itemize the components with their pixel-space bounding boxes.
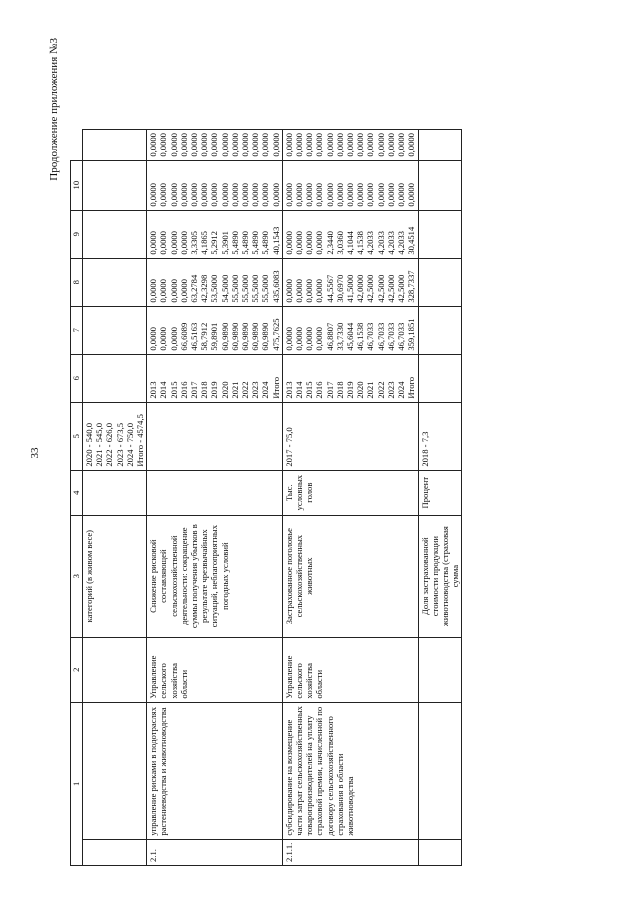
cell-c11 bbox=[83, 129, 147, 160]
cell-c7 bbox=[147, 306, 283, 354]
value-line: 60,9890 bbox=[250, 322, 261, 351]
value-line: 0,0000 bbox=[324, 132, 335, 157]
value-line: 55,5000 bbox=[240, 274, 251, 303]
header-cell-6: 6 bbox=[71, 354, 83, 402]
value-line: 0,0000 bbox=[229, 132, 240, 157]
value-line: 42,5000 bbox=[385, 274, 396, 303]
value-line: 2014 bbox=[158, 380, 169, 399]
value-line: 2019 bbox=[345, 380, 356, 399]
header-cell-5: 5 bbox=[71, 402, 83, 470]
value-line: 0,0000 bbox=[158, 326, 169, 351]
value-line: 4,1044 bbox=[345, 230, 356, 255]
value-line: 0,0000 bbox=[178, 230, 189, 255]
value-line: 0,0000 bbox=[365, 132, 376, 157]
value-line: 0,0000 bbox=[385, 182, 396, 207]
value-line: 0,0000 bbox=[283, 278, 294, 303]
program-table bbox=[70, 129, 462, 866]
header-row bbox=[71, 129, 83, 865]
cell-name: управление рисками в подотраслях растениеводства и животноводства bbox=[147, 702, 283, 839]
value-line: 0,0000 bbox=[219, 182, 230, 207]
header-cell-3: 3 bbox=[71, 515, 83, 637]
cell-c9 bbox=[83, 210, 147, 258]
value-line: 0,0000 bbox=[148, 182, 159, 207]
value-line: 54,5000 bbox=[219, 274, 230, 303]
header-cell-4: 4 bbox=[71, 470, 83, 515]
value-line: 2024 - 750,0 bbox=[124, 422, 135, 467]
cell-c11 bbox=[282, 129, 418, 160]
value-line: 30,4514 bbox=[406, 226, 417, 255]
value-line: 55,5000 bbox=[260, 274, 271, 303]
value-line: 4,2033 bbox=[375, 230, 386, 255]
value-line: 2016 bbox=[178, 380, 189, 399]
value-line: 2,3440 bbox=[324, 230, 335, 255]
page-number: 33 bbox=[29, 447, 41, 459]
value-line: 42,5000 bbox=[396, 274, 407, 303]
cell-c10 bbox=[418, 160, 462, 210]
value-line: 0,0000 bbox=[260, 132, 271, 157]
header-cell-9: 9 bbox=[71, 210, 83, 258]
value-line: 2021 - 545,0 bbox=[94, 422, 105, 467]
cell-years bbox=[83, 354, 147, 402]
value-line: 40,1543 bbox=[270, 226, 281, 255]
value-line: 0,0000 bbox=[189, 132, 200, 157]
value-line: 0,0000 bbox=[294, 326, 305, 351]
value-line: 3,3305 bbox=[189, 230, 200, 255]
value-line: 0,0000 bbox=[168, 182, 179, 207]
value-line: 2024 bbox=[260, 380, 271, 399]
value-line: 0,0000 bbox=[168, 278, 179, 303]
value-line: 0,0000 bbox=[304, 182, 315, 207]
value-line: 2021 bbox=[365, 380, 376, 399]
value-line: 0,0000 bbox=[148, 230, 159, 255]
cell-c8 bbox=[147, 258, 283, 306]
table-row bbox=[418, 129, 462, 865]
value-line: 2018 bbox=[199, 380, 210, 399]
value-line: 2015 bbox=[304, 380, 315, 399]
value-line: 2024 bbox=[396, 380, 407, 399]
value-line: 2023 bbox=[385, 380, 396, 399]
cell-unit: Процент bbox=[418, 470, 462, 515]
cell-indicator: категорий (в живом весе) bbox=[83, 515, 147, 637]
value-line: 0,0000 bbox=[158, 230, 169, 255]
value-line: 475,7625 bbox=[270, 317, 281, 351]
value-line: 5,4890 bbox=[229, 230, 240, 255]
value-line: 0,0000 bbox=[294, 230, 305, 255]
cell-c9 bbox=[147, 210, 283, 258]
cell-target bbox=[418, 402, 462, 470]
cell-executor bbox=[83, 637, 147, 702]
cell-num bbox=[418, 839, 462, 865]
value-line: 2022 bbox=[375, 380, 386, 399]
value-line: 0,0000 bbox=[148, 278, 159, 303]
value-line: 0,0000 bbox=[189, 182, 200, 207]
value-line: 0,0000 bbox=[396, 132, 407, 157]
value-line: 4,2033 bbox=[365, 230, 376, 255]
value-line: 0,0000 bbox=[406, 132, 417, 157]
value-line: 5,3901 bbox=[219, 230, 230, 255]
value-line: 0,0000 bbox=[270, 182, 281, 207]
value-line: 30,6970 bbox=[334, 274, 345, 303]
value-line: 60,9890 bbox=[240, 322, 251, 351]
value-line: 0,0000 bbox=[178, 132, 189, 157]
value-line: 2013 bbox=[283, 380, 294, 399]
value-line: 2018 - 7,3 bbox=[419, 431, 430, 467]
value-line: 5,4890 bbox=[250, 230, 261, 255]
value-line: 0,0000 bbox=[250, 182, 261, 207]
value-line: 60,9890 bbox=[260, 322, 271, 351]
cell-executor: Управление сельского хозяйства области bbox=[147, 637, 283, 702]
value-line: 59,8901 bbox=[209, 322, 220, 351]
cell-c11 bbox=[418, 129, 462, 160]
value-line: 0,0000 bbox=[304, 326, 315, 351]
rotated-page bbox=[40, 28, 600, 878]
value-line: 5,2912 bbox=[209, 230, 220, 255]
value-line: 2023 - 673,5 bbox=[114, 422, 125, 467]
value-line: 0,0000 bbox=[375, 182, 386, 207]
value-line: 2020 bbox=[355, 380, 366, 399]
value-line: 63,2784 bbox=[189, 274, 200, 303]
value-line: 0,0000 bbox=[283, 182, 294, 207]
value-line: 0,0000 bbox=[260, 182, 271, 207]
header-cell-8: 8 bbox=[71, 258, 83, 306]
value-line: 2022 - 626,0 bbox=[104, 422, 115, 467]
value-line: Итого bbox=[270, 376, 281, 399]
cell-c10 bbox=[147, 160, 283, 210]
value-line: 42,0000 bbox=[355, 274, 366, 303]
value-line: 0,0000 bbox=[178, 278, 189, 303]
value-line: 2018 bbox=[334, 380, 345, 399]
value-line: 0,0000 bbox=[396, 182, 407, 207]
value-line: 0,0000 bbox=[178, 182, 189, 207]
cell-unit bbox=[147, 470, 283, 515]
value-line: 0,0000 bbox=[385, 132, 396, 157]
value-line: 359,1851 bbox=[406, 317, 417, 351]
value-line: 0,0000 bbox=[158, 132, 169, 157]
value-line: 435,6083 bbox=[270, 269, 281, 303]
value-line: 46,8807 bbox=[324, 322, 335, 351]
cell-years bbox=[282, 354, 418, 402]
cell-c9 bbox=[418, 210, 462, 258]
value-line: 33,7330 bbox=[334, 322, 345, 351]
value-line: 66,6089 bbox=[178, 322, 189, 351]
cell-c11 bbox=[147, 129, 283, 160]
value-line: 2015 bbox=[168, 380, 179, 399]
value-line: 0,0000 bbox=[314, 132, 325, 157]
value-line: 0,0000 bbox=[365, 182, 376, 207]
cell-num: 2.1. bbox=[147, 839, 283, 865]
value-line: 0,0000 bbox=[199, 132, 210, 157]
value-line: 60,9890 bbox=[229, 322, 240, 351]
value-line: 4,1538 bbox=[355, 230, 366, 255]
value-line: 58,7912 bbox=[199, 322, 210, 351]
value-line: 46,7033 bbox=[396, 322, 407, 351]
value-line: 0,0000 bbox=[219, 132, 230, 157]
cell-name bbox=[83, 702, 147, 839]
value-line: 0,0000 bbox=[314, 230, 325, 255]
cell-executor: Управление сельского хозяйства области bbox=[282, 637, 418, 702]
value-line: 0,0000 bbox=[283, 326, 294, 351]
cell-name: субсидирование на возмещение части затрат сельскохозяйственных товаропроизводителей на уплату страховой премии, начисленной по договору сельскохозяйственного страхования в области животноводства bbox=[282, 702, 418, 839]
value-line: 0,0000 bbox=[294, 182, 305, 207]
value-line: 45,6044 bbox=[345, 322, 356, 351]
value-line: 0,0000 bbox=[324, 182, 335, 207]
cell-c9 bbox=[282, 210, 418, 258]
value-line: 0,0000 bbox=[168, 326, 179, 351]
value-line: 0,0000 bbox=[314, 182, 325, 207]
table-body bbox=[83, 129, 462, 865]
annex-title: Продолжение приложения №3 bbox=[48, 37, 60, 181]
value-line: 0,0000 bbox=[294, 278, 305, 303]
value-line: 0,0000 bbox=[355, 182, 366, 207]
value-line: 0,0000 bbox=[375, 132, 386, 157]
cell-years bbox=[147, 354, 283, 402]
cell-c7 bbox=[282, 306, 418, 354]
value-line: 0,0000 bbox=[158, 278, 169, 303]
cell-unit: Тыс. условных голов bbox=[282, 470, 418, 515]
header-cell-2: 2 bbox=[71, 637, 83, 702]
value-line: 55,5000 bbox=[229, 274, 240, 303]
value-line: 0,0000 bbox=[240, 182, 251, 207]
value-line: 2016 bbox=[314, 380, 325, 399]
value-line: 0,0000 bbox=[148, 132, 159, 157]
value-line: 0,0000 bbox=[314, 326, 325, 351]
value-line: 0,0000 bbox=[304, 230, 315, 255]
value-line: 2023 bbox=[250, 380, 261, 399]
cell-num bbox=[83, 839, 147, 865]
cell-target bbox=[147, 402, 283, 470]
table-row bbox=[83, 129, 147, 865]
cell-years bbox=[418, 354, 462, 402]
value-line: 0,0000 bbox=[209, 182, 220, 207]
value-line: Итого - 4574,5 bbox=[135, 413, 146, 467]
cell-target bbox=[83, 402, 147, 470]
value-line: 4,2033 bbox=[396, 230, 407, 255]
value-line: 5,4890 bbox=[260, 230, 271, 255]
value-line: 0,0000 bbox=[240, 132, 251, 157]
header-cell-7: 7 bbox=[71, 306, 83, 354]
value-line: 0,0000 bbox=[345, 132, 356, 157]
value-line: 0,0000 bbox=[334, 132, 345, 157]
cell-indicator: Снижение рисковой составляющей сельскохозяйственной деятельности: сокращение суммы получения убытков в результате чрезвычайных ситуаций, неблагоприятных погодных условий bbox=[147, 515, 283, 637]
value-line: Итого bbox=[406, 376, 417, 399]
cell-num: 2.1.1. bbox=[282, 839, 418, 865]
value-line: 0,0000 bbox=[304, 132, 315, 157]
value-line: 0,0000 bbox=[355, 132, 366, 157]
value-line: 42,5000 bbox=[375, 274, 386, 303]
value-line: 42,5000 bbox=[365, 274, 376, 303]
value-line: 0,0000 bbox=[283, 230, 294, 255]
value-line: 0,0000 bbox=[148, 326, 159, 351]
value-line: 0,0000 bbox=[406, 182, 417, 207]
table-row bbox=[147, 129, 283, 865]
value-line: 328,7337 bbox=[406, 269, 417, 303]
value-line: 46,7033 bbox=[365, 322, 376, 351]
value-line: 2022 bbox=[240, 380, 251, 399]
value-line: 2017 bbox=[189, 380, 200, 399]
cell-c8 bbox=[282, 258, 418, 306]
cell-name bbox=[418, 702, 462, 839]
cell-c10 bbox=[282, 160, 418, 210]
cell-indicator: Застрахованное поголовье сельскохозяйственных животных bbox=[282, 515, 418, 637]
cell-c8 bbox=[418, 258, 462, 306]
value-line: 2021 bbox=[229, 380, 240, 399]
value-line: 0,0000 bbox=[250, 132, 261, 157]
header-cell-10: 10 bbox=[71, 160, 83, 210]
value-line: 0,0000 bbox=[270, 132, 281, 157]
cell-indicator: Доля застрахованной стоимости продукции животноводства (страховая сумма bbox=[418, 515, 462, 637]
value-line: 2019 bbox=[209, 380, 220, 399]
value-line: 2017 bbox=[324, 380, 335, 399]
value-line: 46,5163 bbox=[189, 322, 200, 351]
value-line: 2014 bbox=[294, 380, 305, 399]
table-row bbox=[282, 129, 418, 865]
value-line: 0,0000 bbox=[294, 132, 305, 157]
cell-c8 bbox=[83, 258, 147, 306]
value-line: 0,0000 bbox=[283, 132, 294, 157]
cell-executor bbox=[418, 637, 462, 702]
cell-c7 bbox=[418, 306, 462, 354]
value-line: 41,5000 bbox=[345, 274, 356, 303]
value-line: 0,0000 bbox=[209, 132, 220, 157]
cell-c10 bbox=[83, 160, 147, 210]
value-line: 46,7033 bbox=[375, 322, 386, 351]
value-line: 0,0000 bbox=[199, 182, 210, 207]
value-line: 0,0000 bbox=[168, 132, 179, 157]
cell-unit bbox=[83, 470, 147, 515]
value-line: 46,7033 bbox=[385, 322, 396, 351]
value-line: 3,0360 bbox=[334, 230, 345, 255]
value-line: 2020 - 540,0 bbox=[84, 422, 94, 467]
value-line: 2013 bbox=[148, 380, 159, 399]
value-line: 0,0000 bbox=[314, 278, 325, 303]
value-line: 0,0000 bbox=[304, 278, 315, 303]
value-line: 53,5000 bbox=[209, 274, 220, 303]
value-line: 4,2033 bbox=[385, 230, 396, 255]
value-line: 0,0000 bbox=[345, 182, 356, 207]
value-line: 42,3298 bbox=[199, 274, 210, 303]
value-line: 44,5567 bbox=[324, 274, 335, 303]
value-line: 0,0000 bbox=[229, 182, 240, 207]
value-line: 0,0000 bbox=[334, 182, 345, 207]
value-line: 5,4890 bbox=[240, 230, 251, 255]
value-line: 55,5000 bbox=[250, 274, 261, 303]
value-line: 2020 bbox=[219, 380, 230, 399]
value-line: 46,1538 bbox=[355, 322, 366, 351]
value-line: 0,0000 bbox=[158, 182, 169, 207]
value-line: 60,9890 bbox=[219, 322, 230, 351]
value-line: 0,0000 bbox=[168, 230, 179, 255]
value-line: 2017 - 75,0 bbox=[283, 426, 294, 467]
cell-c7 bbox=[83, 306, 147, 354]
cell-target bbox=[282, 402, 418, 470]
value-line: 4,1865 bbox=[199, 230, 210, 255]
header-cell-1: 1 bbox=[71, 702, 83, 865]
